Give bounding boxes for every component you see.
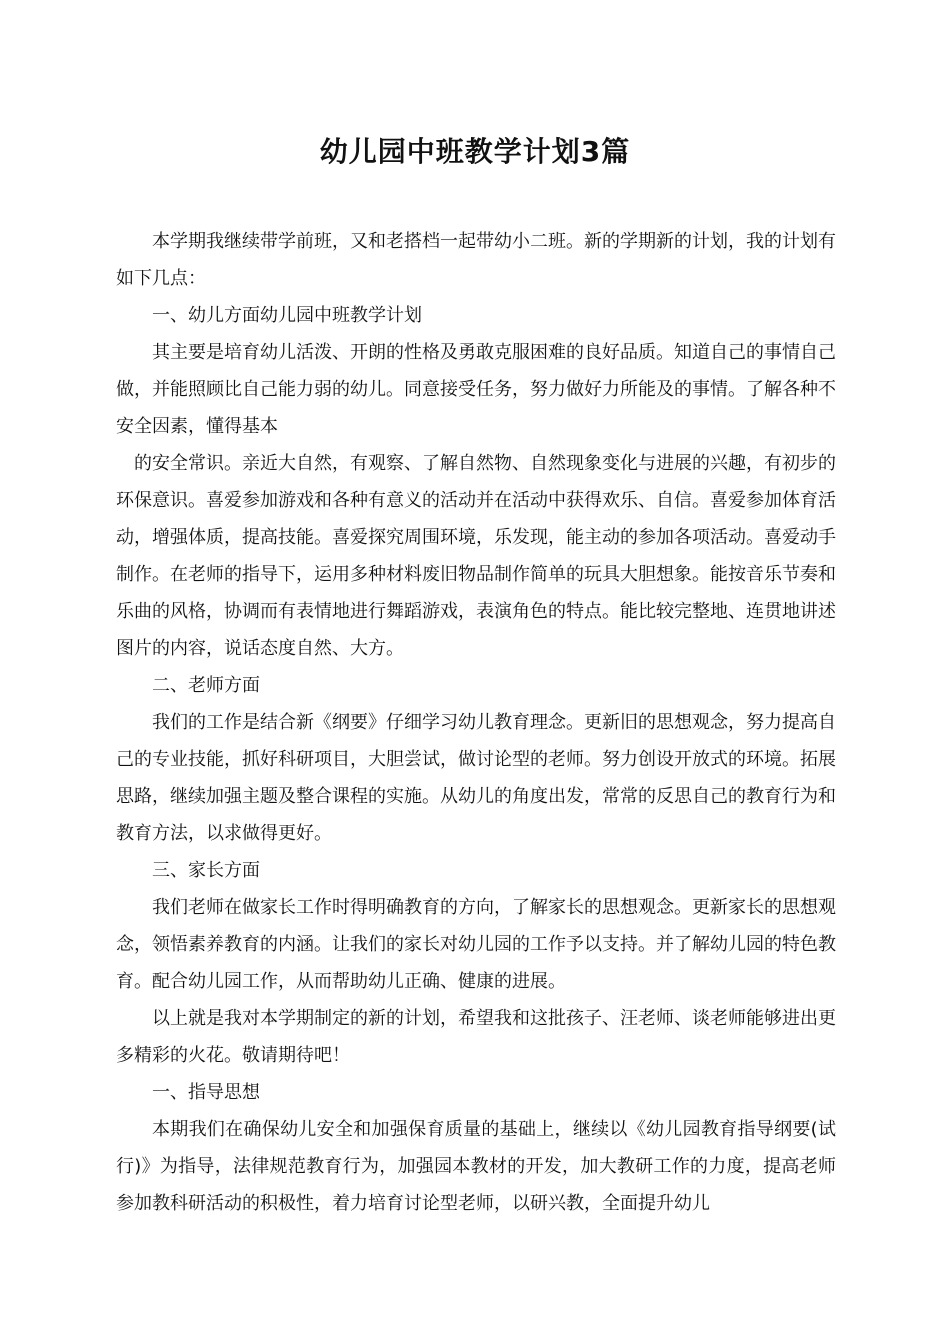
section-heading-children: 一、幼儿方面幼儿园中班教学计划 (152, 305, 422, 326)
paragraph-children-goals-continued: 的安全常识。亲近大自然，有观察、了解自然物、自然现象变化与进展的兴趣，有初步的环保意识。喜爱参加游戏和各种有意义的活动并在活动中获得欢乐、自信。喜爱参加体育活动，增强体质，提高技能。喜爱探究周围环境，乐发现，能主动的参加各项活动。喜爱动手制作。在老师的指导下，运用多种材料废旧物品制作简单的玩具大胆想象。能按音乐节奏和乐曲的风格，协调而有表情地进行舞蹈游戏，表演角色的特点。能比较完整地、连贯地讲述图片的内容，说话态度自然、大方。 (116, 453, 836, 659)
section-heading-teachers: 二、老师方面 (152, 675, 260, 696)
section-heading-parents: 三、家长方面 (152, 860, 260, 881)
paragraph-guiding-ideology: 本期我们在确保幼儿安全和加强保育质量的基础上，继续以《幼儿园教育指导纲要(试行)》为指导，法律规范教育行为，加强园本教材的开发，加大教研工作的力度，提高老师参加教科研活动的积极性，着力培育讨论型老师，以研兴教，全面提升幼儿 (116, 1119, 836, 1214)
document-title: 幼儿园中班教学计划3篇 (319, 135, 631, 168)
paragraph-closing: 以上就是我对本学期制定的新的计划，希望我和这批孩子、汪老师、谈老师能够进出更多精彩的火花。敬请期待吧！ (116, 1008, 836, 1066)
paragraph-children-goals: 其主要是培育幼儿活泼、开朗的性格及勇敢克服困难的良好品质。知道自己的事情自己做，并能照顾比自己能力弱的幼儿。同意接受任务，努力做好力所能及的事情。了解各种不安全因素，懂得基本 (116, 342, 836, 437)
section-heading-guiding-ideology: 一、指导思想 (152, 1082, 260, 1103)
paragraph-parents: 我们老师在做家长工作时得明确教育的方向，了解家长的思想观念。更新家长的思想观念，领悟素养教育的内涵。让我们的家长对幼儿园的工作予以支持。并了解幼儿园的特色教育。配合幼儿园工作，从而帮助幼儿正确、健康的进展。 (116, 897, 836, 992)
document-body (116, 223, 836, 1222)
paragraph-teachers: 我们的工作是结合新《纲要》仔细学习幼儿教育理念。更新旧的思想观念，努力提高自己的专业技能，抓好科研项目，大胆尝试，做讨论型的老师。努力创设开放式的环境。拓展思路，继续加强主题及整合课程的实施。从幼儿的角度出发，常常的反思自己的教育行为和教育方法，以求做得更好。 (116, 712, 836, 844)
paragraph-intro: 本学期我继续带学前班，又和老搭档一起带幼小二班。新的学期新的计划，我的计划有如下几点： (116, 231, 836, 289)
